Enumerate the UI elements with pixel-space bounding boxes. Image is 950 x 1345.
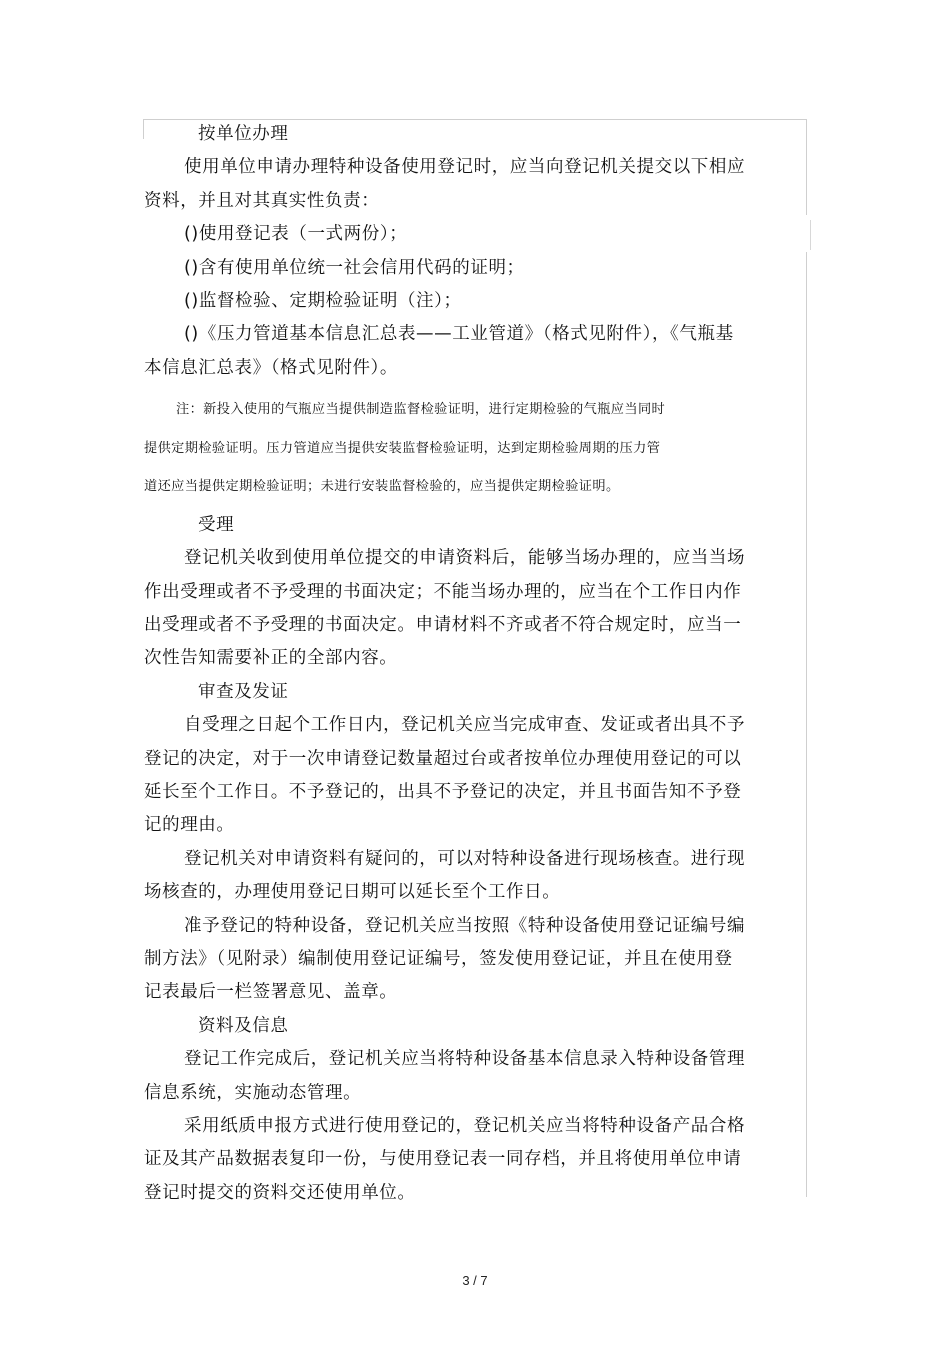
text-line: 次性告知需要补正的全部内容。 [144, 648, 398, 669]
paragraph [144, 1043, 764, 1110]
section-heading: 资料及信息 [198, 1015, 289, 1036]
frame-border-right-lower [806, 252, 807, 1197]
paragraph [144, 1110, 764, 1210]
note-line: 注：新投入使用的气瓶应当提供制造监督检验证明，进行定期检验的气瓶应当同时 [176, 402, 666, 418]
text-line: 本信息汇总表》（格式见附件）。 [144, 357, 398, 378]
page-number: 3 / 7 [462, 1273, 488, 1288]
text-line: 延长至个工作日。不予登记的，出具不予登记的决定，并且书面告知不予登 [144, 782, 742, 802]
text-line: 准予登记的特种设备，登记机关应当按照《特种设备使用登记证编号编 [184, 915, 746, 936]
list-item: ()使用登记表（一式两份）； [184, 224, 408, 245]
text-line: 登记机关收到使用单位提交的申请资料后，能够当场办理的，应当当场 [184, 548, 746, 569]
list-item [144, 318, 764, 385]
text-line: 作出受理或者不予受理的书面决定；不能当场办理的，应当在个工作日内作 [144, 581, 742, 602]
note-line: 提供定期检验证明。压力管道应当提供安装监督检验证明，达到定期检验周期的压力管 [144, 440, 661, 456]
list-item: ()监督检验、定期检验证明（注）； [184, 291, 462, 312]
paragraph [144, 843, 764, 910]
list-item: ()含有使用单位统一社会信用代码的证明； [184, 257, 525, 278]
text-line: 制方法》（见附录）编制使用登记证编号，签发使用登记证，并且在使用登 [144, 949, 733, 970]
text-line: 采用纸质申报方式进行使用登记的，登记机关应当将特种设备产品合格 [184, 1116, 746, 1137]
text-line: 证及其产品数据表复印一份，与使用登记表一同存档，并且将使用单位申请 [144, 1149, 742, 1170]
text-line: 信息系统，实施动态管理。 [144, 1082, 362, 1103]
text-line: ()《压力管道基本信息汇总表——工业管道》（格式见附件），《气瓶基 [184, 324, 734, 345]
text-line: 场核查的，办理使用登记日期可以延长至个工作日。 [144, 882, 561, 903]
frame-border-right-offset [810, 220, 811, 250]
frame-border-right [806, 119, 807, 215]
text-line: 使用单位申请办理特种设备使用登记时，应当向登记机关提交以下相应 [184, 157, 746, 178]
text-line: 资料，并且对其真实性负责： [144, 190, 380, 211]
section-heading: 审查及发证 [198, 681, 289, 702]
section-heading: 受理 [198, 514, 235, 535]
note-line: 道还应当提供定期检验证明；未进行安装监督检验的，应当提供定期检验证明。 [144, 479, 620, 495]
text-line: 记的理由。 [144, 815, 235, 836]
text-line: 登记工作完成后，登记机关应当将特种设备基本信息录入特种设备管理 [184, 1049, 746, 1070]
document-body [144, 118, 764, 1210]
paragraph [144, 910, 764, 1010]
paragraph [144, 542, 764, 676]
text-line: 自受理之日起个工作日内，登记机关应当完成审查、发证或者出具不予 [184, 715, 746, 736]
text-line: 记表最后一栏签署意见、盖章。 [144, 982, 398, 1003]
section-heading: 按单位办理 [198, 124, 289, 144]
paragraph [144, 709, 764, 843]
text-line: 出受理或者不予受理的书面决定。申请材料不齐或者不符合规定时，应当一 [144, 614, 742, 635]
text-line: 登记的决定，对于一次申请登记数量超过台或者按单位办理使用登记的可以 [144, 748, 742, 769]
text-line: 登记时提交的资料交还使用单位。 [144, 1182, 416, 1203]
text-line: 登记机关对申请资料有疑问的，可以对特种设备进行现场核查。进行现 [184, 848, 746, 869]
paragraph [144, 151, 764, 218]
